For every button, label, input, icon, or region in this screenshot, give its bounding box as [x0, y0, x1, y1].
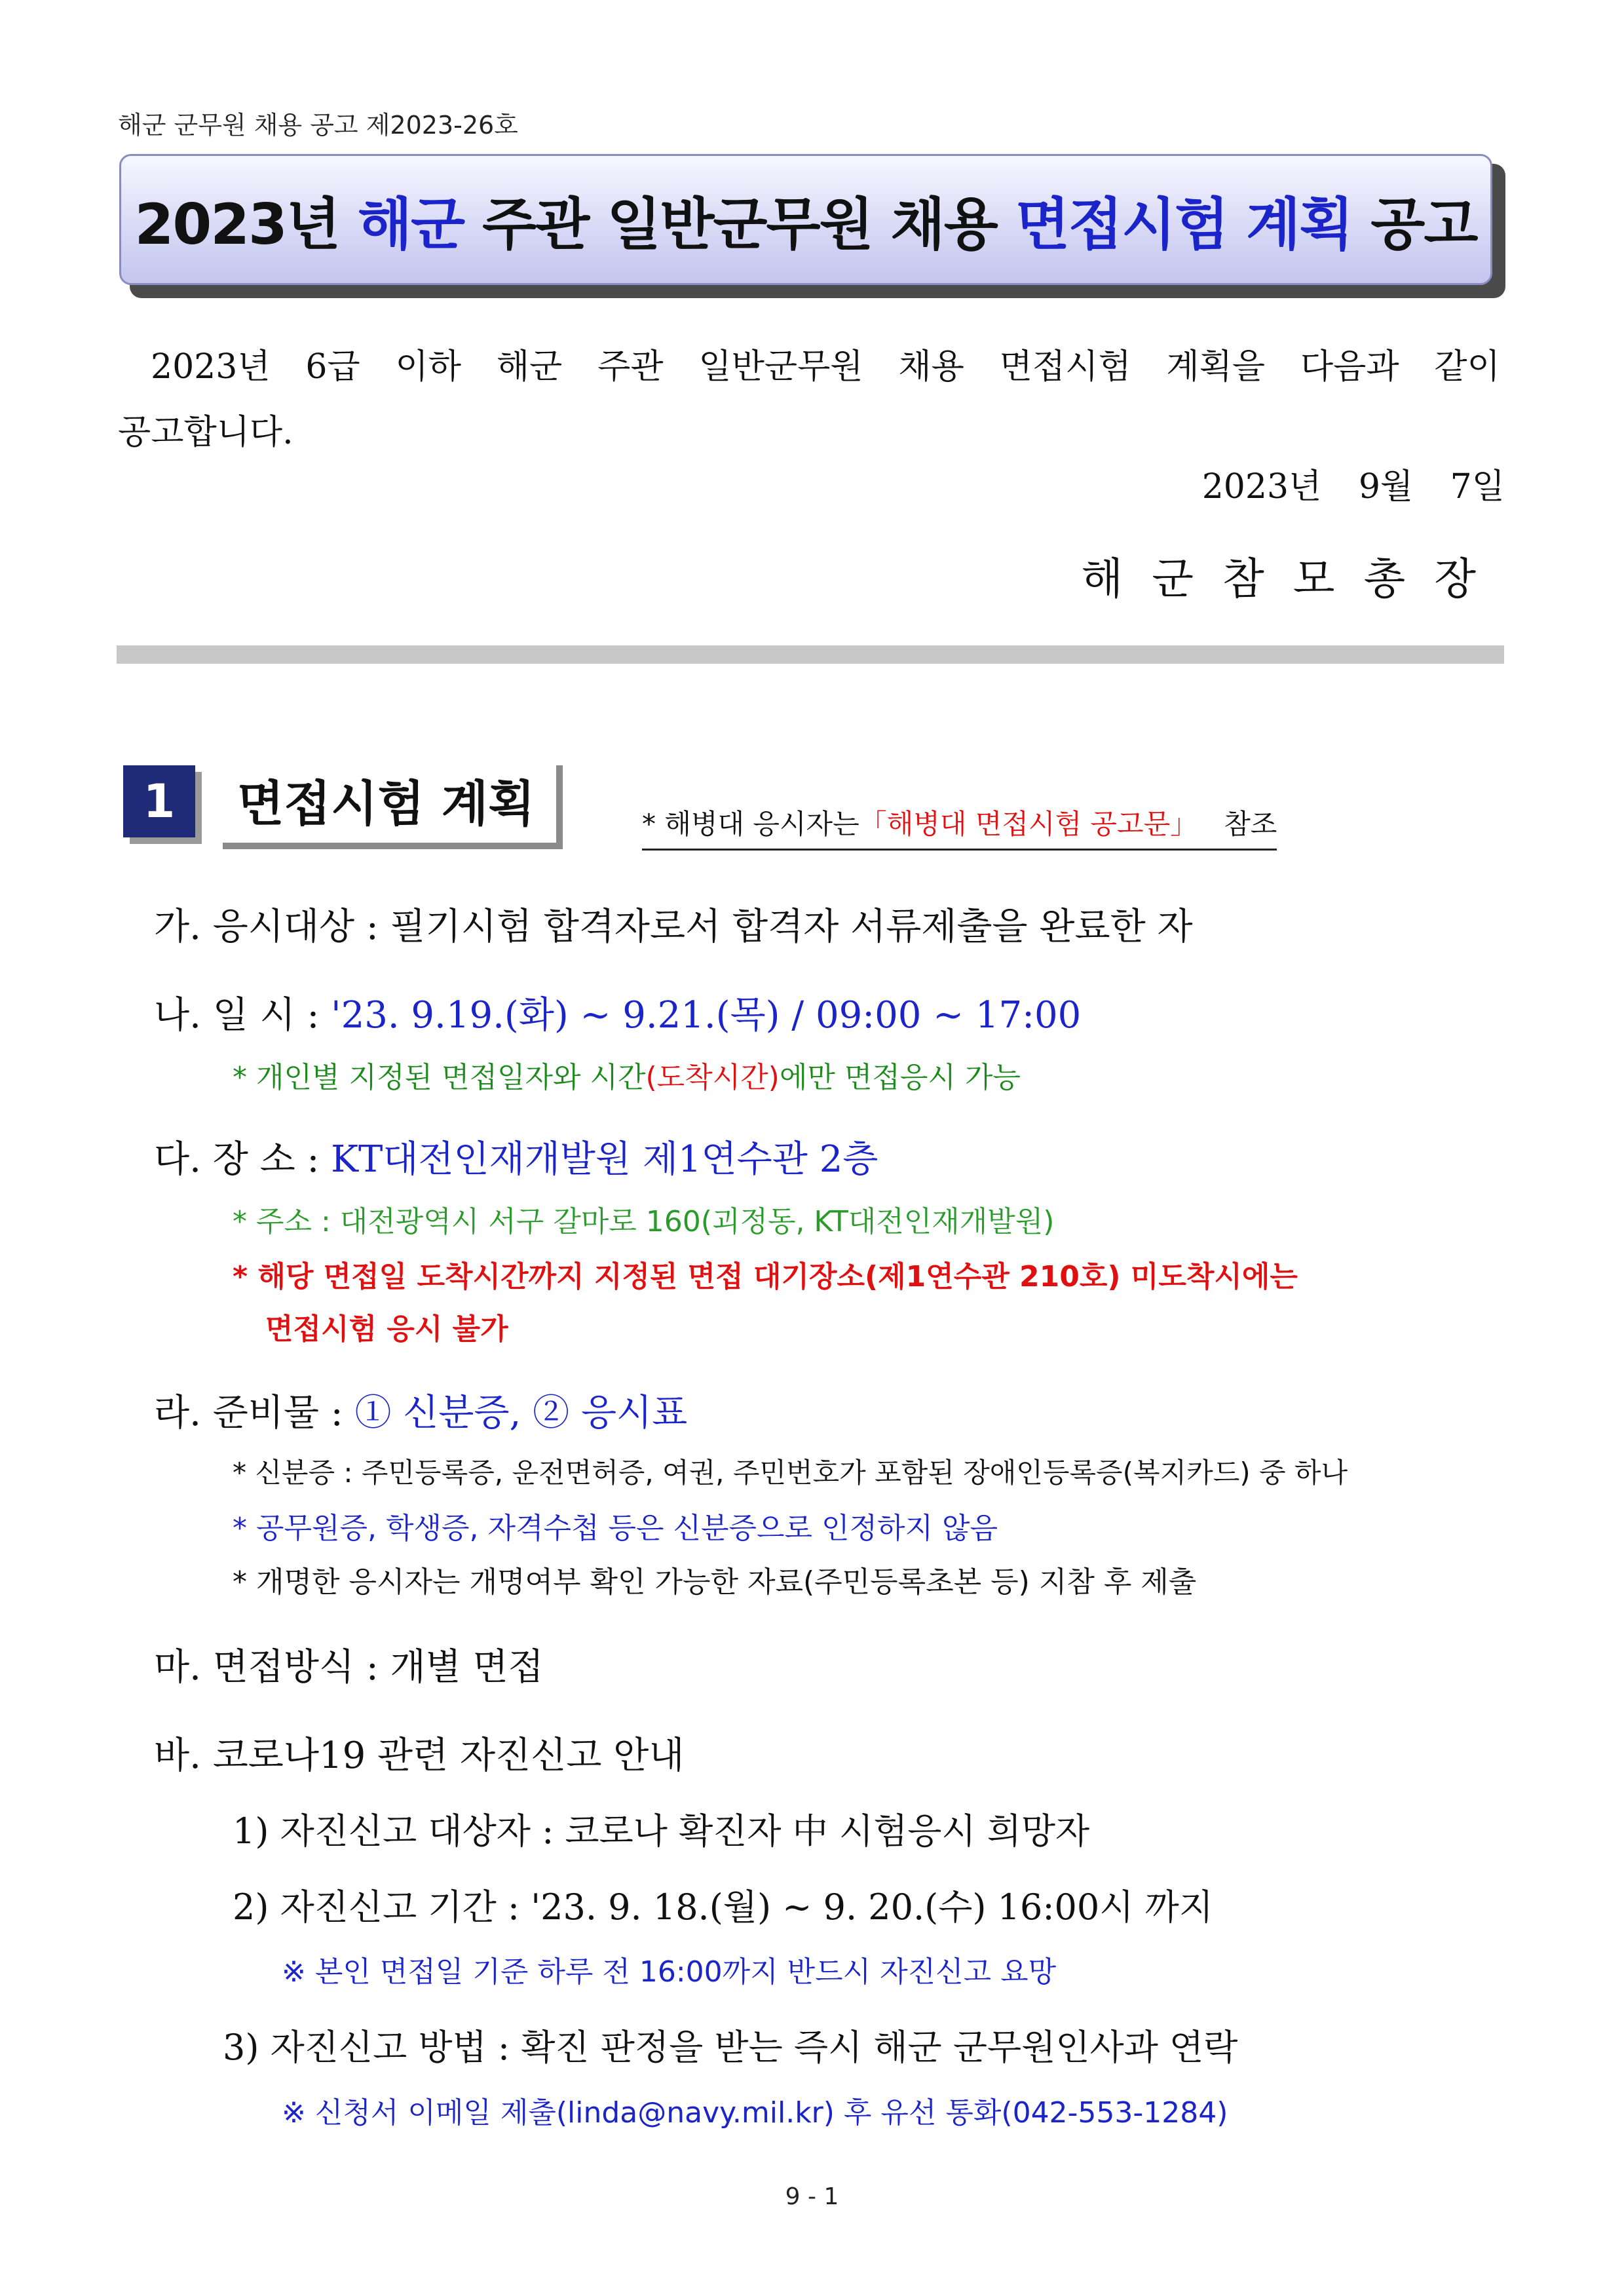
signature-authority: 해군참모총장 [1081, 554, 1505, 604]
requirements-value: ① 신분증, ② 응시표 [354, 1392, 688, 1434]
intro-word: 다음과 [1300, 347, 1399, 387]
title-part: 주관 [482, 192, 589, 258]
location-address-note: * 주소 : 대전광역시 서구 갈마로 160(괴정동, KT대전인재개발원) [233, 1205, 1055, 1238]
title-part: 일반군무원 [607, 192, 873, 258]
location-value: KT대전인재개발원 제1연수관 2층 [331, 1138, 878, 1181]
intro-word: 면접시험 [999, 347, 1131, 387]
page-title [119, 154, 1492, 285]
date-day: 7일 [1450, 467, 1505, 507]
item-location: 다. 장 소 : KT대전인재개발원 제1연수관 2층 [154, 1138, 878, 1181]
intro-word: 같이 [1434, 347, 1500, 387]
covid-method: 3) 자진신고 방법 : 확진 판정을 받는 즉시 해군 군무원인사과 연락 [223, 2027, 1238, 2068]
intro-word: 6급 [305, 347, 360, 387]
id-exclusion-note: * 공무원증, 학생증, 자격수첩 등은 신분증으로 인정하지 않음 [233, 1512, 998, 1545]
covid-period-note: ※ 본인 면접일 기준 하루 전 16:00까지 반드시 자진신고 요망 [282, 1955, 1057, 1989]
title-part: 2023년 [134, 192, 339, 258]
item-schedule: 나. 일 시 : '23. 9.19.(화) ~ 9.21.(목) / 09:00 ~ 17:00 [154, 994, 1082, 1037]
name-change-note: * 개명한 응시자는 개명여부 확인 가능한 자료(주민등록초본 등) 지참 후 제출 [233, 1565, 1197, 1599]
schedule-note: * 개인별 지정된 면접일자와 시간(도착시간)에만 면접응시 가능 [233, 1061, 1021, 1094]
intro-word: 계획을 [1166, 347, 1266, 387]
location-warning-note: * 해당 면접일 도착시간까지 지정된 면접 대기장소(제1연수관 210호) 미도착시에는 [233, 1260, 1298, 1293]
item-interview-method: 마. 면접방식 : 개별 면접 [154, 1646, 544, 1689]
intro-paragraph [118, 334, 1500, 465]
title-part-highlight: 계획 [1246, 192, 1353, 258]
intro-word: 해군 [496, 347, 563, 387]
date-year: 2023년 [1201, 467, 1322, 507]
intro-line-2: 공고합니다. [118, 413, 293, 452]
section-number-badge: 1 [123, 765, 195, 837]
divider-bar [117, 645, 1504, 664]
page-number: 9 - 1 [785, 2183, 839, 2210]
item-covid: 바. 코로나19 관련 자진신고 안내 [154, 1734, 685, 1777]
intro-word: 2023년 [151, 347, 271, 387]
item-eligibility: 가. 응시대상 : 필기시험 합격자로서 합격자 서류제출을 완료한 자 [154, 906, 1193, 948]
id-note: * 신분증 : 주민등록증, 운전면허증, 여권, 주민번호가 포함된 장애인등록증(복지카드) 중 하나 [233, 1457, 1348, 1489]
item-requirements: 라. 준비물 : ① 신분증, ② 응시표 [154, 1392, 688, 1434]
covid-period: 2) 자진신고 기간 : '23. 9. 18.(월) ~ 9. 20.(수) 16:00시 까지 [233, 1886, 1213, 1928]
intro-word: 일반군무원 [698, 347, 863, 387]
title-part: 채용 [890, 192, 997, 258]
date-month: 9월 [1358, 467, 1414, 507]
title-part: 공고 [1370, 192, 1477, 258]
intro-word: 채용 [898, 347, 964, 387]
schedule-value: '23. 9.19.(화) ~ 9.21.(목) / 09:00 ~ 17:00 [331, 994, 1082, 1037]
title-part-highlight: 해군 [357, 192, 464, 258]
note-reference: 「해병대 면접시험 공고문」 [859, 808, 1198, 840]
notice-number: 해군 군무원 채용 공고 제2023-26호 [118, 111, 518, 140]
notice-date [1176, 459, 1505, 508]
location-warning-note-cont: 면접시험 응시 불가 [265, 1312, 508, 1346]
section-title: 면접시험 계획 [223, 765, 563, 849]
intro-word: 주관 [597, 347, 664, 387]
title-part-highlight: 면접시험 [1015, 192, 1228, 258]
covid-target: 1) 자진신고 대상자 : 코로나 확진자 中 시험응시 희망자 [233, 1810, 1090, 1852]
covid-method-note: ※ 신청서 이메일 제출(linda@navy.mil.kr) 후 유선 통화(042-553-1284) [282, 2096, 1228, 2130]
intro-word: 이하 [395, 347, 461, 387]
intro-line-1 [118, 334, 1500, 400]
section-note: * 해병대 응시자는「해병대 면접시험 공고문」 참조 [642, 803, 1277, 851]
